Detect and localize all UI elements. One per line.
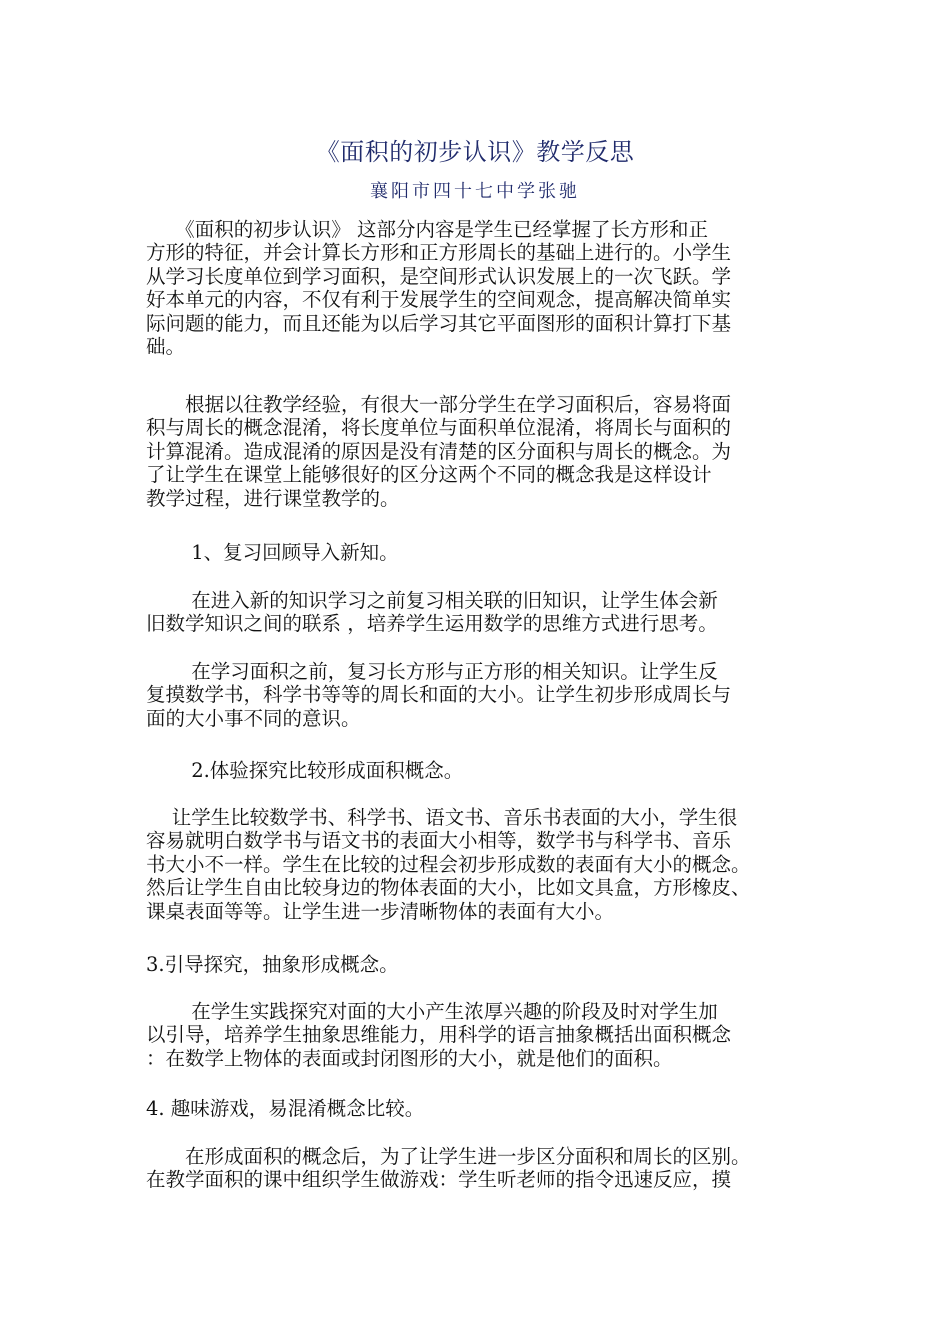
text-line: 积与周长的概念混淆，将长度单位与面积单位混淆，将周长与面积的 <box>146 416 732 440</box>
paragraph-intro <box>146 218 822 358</box>
text-line: 复摸数学书，科学书等等的周长和面的大小。让学生初步形成周长与 <box>146 683 732 707</box>
text-line: 面的大小事不同的意识。 <box>146 706 361 730</box>
text-line: 在学习面积之前，复习长方形与正方形的相关知识。让学生反 <box>146 660 718 683</box>
text-line: 从学习长度单位到学习面积，是空间形式认识发展上的一次飞跃。学 <box>146 264 732 288</box>
text-line: 4. 趣味游戏，易混淆概念比较。 <box>146 1097 425 1120</box>
text-line: 计算混淆。造成混淆的原因是没有清楚的区分面积与周长的概念。为 <box>146 439 732 463</box>
text-line: 容易就明白数学书与语文书的表面大小相等，数学书与科学书、音乐 <box>146 829 732 853</box>
text-line: 书大小不一样。学生在比较的过程会初步形成数的表面有大小的概念。 <box>146 852 751 876</box>
text-line: 1、复习回顾导入新知。 <box>146 541 399 564</box>
paragraph-review <box>146 589 822 636</box>
text-line: 2.体验探究比较形成面积概念。 <box>146 759 464 782</box>
text-line: 课桌表面等等。让学生进一步清晰物体的表面有大小。 <box>146 899 615 923</box>
text-line: 际问题的能力，而且还能为以后学习其它平面图形的面积计算打下基 <box>146 311 732 335</box>
text-line: 以引导，培养学生抽象思维能力，用科学的语言抽象概括出面积概念 <box>146 1023 732 1047</box>
section-heading-4 <box>146 1097 822 1120</box>
text-line: 3.引导探究，抽象形成概念。 <box>146 953 399 976</box>
text-line: 在形成面积的概念后，为了让学生进一步区分面积和周长的区别。 <box>146 1145 751 1168</box>
text-line: 让学生比较数学书、科学书、语文书、音乐书表面的大小，学生很 <box>146 806 738 829</box>
paragraph-abstract <box>146 1000 822 1070</box>
text-line: 《面积的初步认识》 这部分内容是学生已经掌握了长方形和正 <box>146 218 708 241</box>
text-line: 根据以往教学经验，有很大一部分学生在学习面积后，容易将面 <box>146 393 732 416</box>
text-line: 础。 <box>146 335 186 359</box>
text-line: 在学生实践探究对面的大小产生浓厚兴趣的阶段及时对学生加 <box>146 1000 718 1023</box>
section-heading-2 <box>146 759 822 782</box>
section-heading-3 <box>146 953 822 976</box>
paragraph-review-2 <box>146 660 822 730</box>
paragraph-game <box>146 1145 822 1192</box>
text-line: 教学过程，进行课堂教学的。 <box>146 486 400 510</box>
paragraph-background <box>146 393 822 510</box>
text-line: ：在数学上物体的表面或封闭图形的大小，就是他们的面积。 <box>146 1046 673 1070</box>
text-line: 在进入新的知识学习之前复习相关联的旧知识，让学生体会新 <box>146 589 718 612</box>
text-line: 在教学面积的课中组织学生做游戏：学生听老师的指令迅速反应，摸 <box>146 1168 732 1192</box>
text-line: 好本单元的内容，不仅有利于发展学生的空间观念，提高解决简单实 <box>146 288 732 312</box>
text-line: 然后让学生自由比较身边的物体表面的大小，比如文具盒，方形橡皮、 <box>146 876 751 900</box>
document-title: 《面积的初步认识》教学反思 <box>315 138 635 166</box>
text-line: 了让学生在课堂上能够很好的区分这两个不同的概念我是这样设计 <box>146 463 712 487</box>
section-heading-1 <box>146 541 822 564</box>
author-line: 襄阳市四十七中学张驰 <box>370 181 580 202</box>
text-line: 方形的特征，并会计算长方形和正方形周长的基础上进行的。小学生 <box>146 241 732 265</box>
paragraph-compare <box>146 806 822 923</box>
text-line: 旧数学知识之间的联系 ，培养学生运用数学的思维方式进行思考。 <box>146 612 718 636</box>
